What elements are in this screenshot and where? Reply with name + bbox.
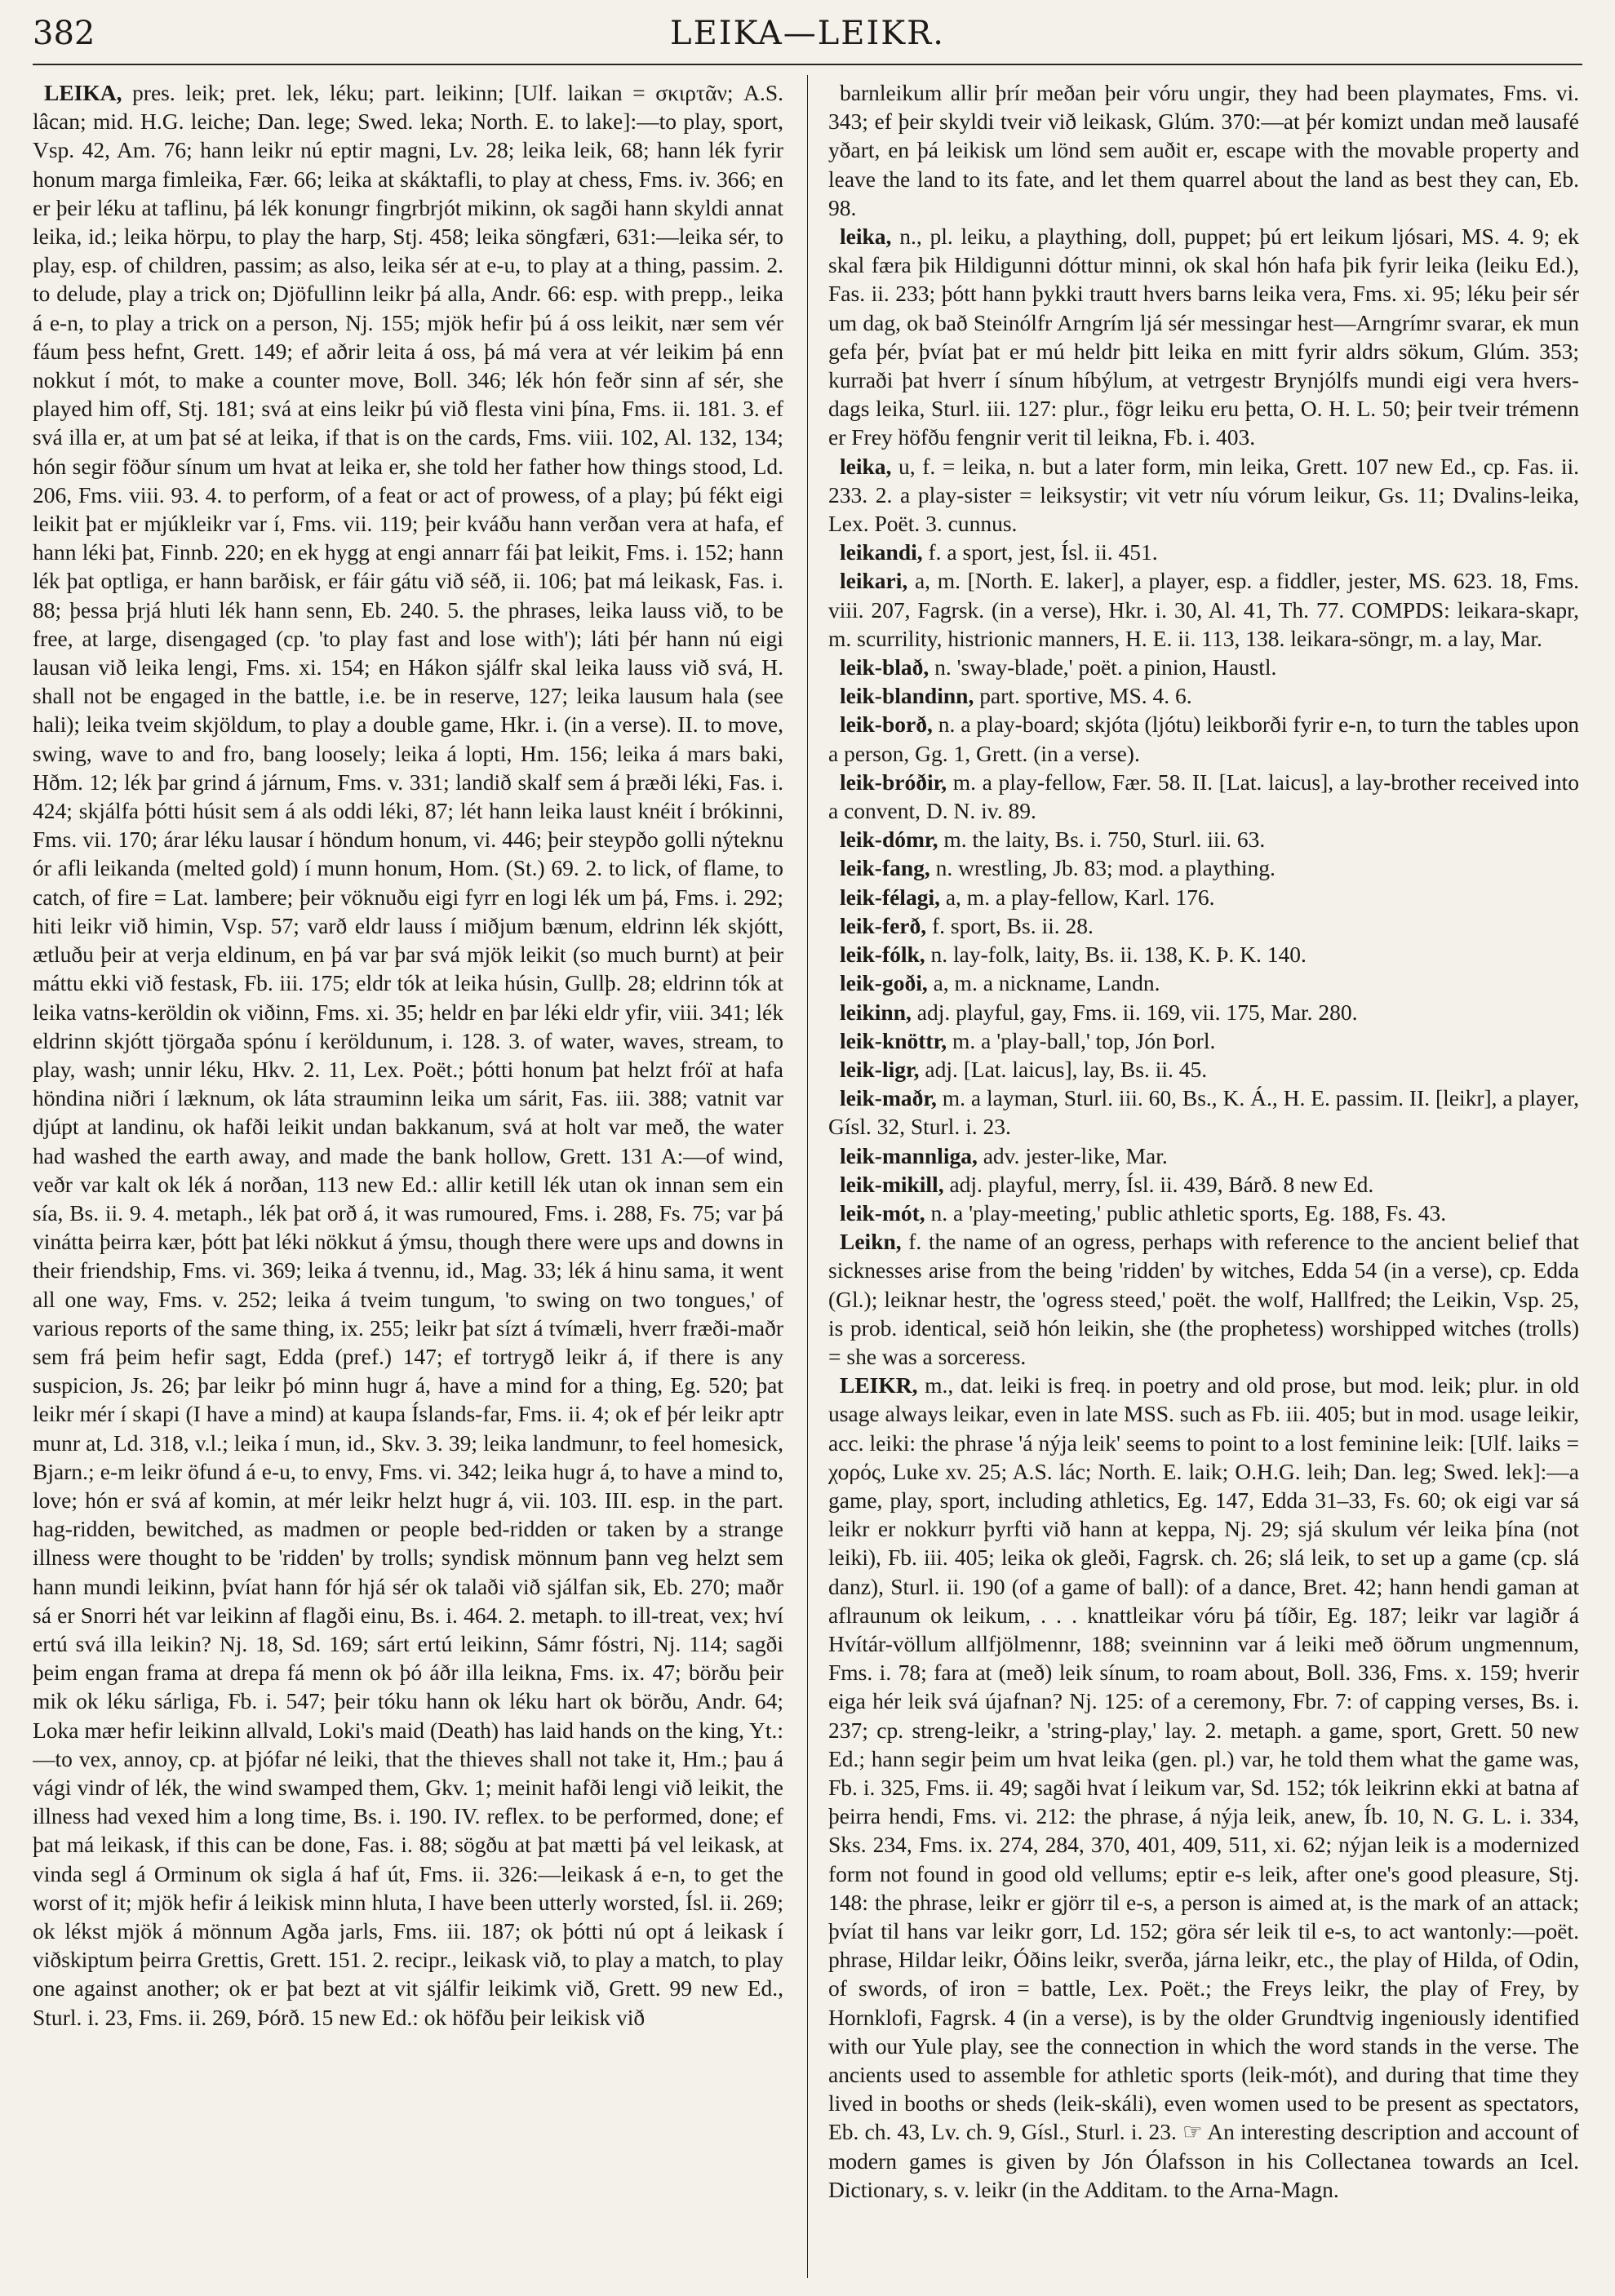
- entry-text: m., dat. leiki is freq. in poetry and old prose, but mod. leik; plur. in old usage always leikar, even in late MSS. such as Fb. iii. 405; but in mod. usage leikir, acc. leiki: the phrase 'á nýja leik' seems to point to a lost feminine leik: [Ulf. laiks = χορός, Luke xv. 25; A.S. lác; North. E. laik; O.H.G. leih; Dan. leg; Swed. lek]:—a game, play, sport, including athletics, Eg. 147, Edda 31–33, Fs. 60; ok eigi var sá leikr er nokkurr þyrfti við hann at keppa, Nj. 29; sjá skulum vér leika þína (not leiki), Fb. iii. 405; leika ok gleði, Fagrsk. ch. 26; slá leik, to set up a game (cp. slá danz), Sturl. ii. 190 (of a game of ball): of a dance, Bret. 42; hann hendi gaman at aflraunum ok leikum, . . . knattleikar vóru þá tíðir, Eg. 187; leikr var lagiðr á Hvítár-völlum allfjölmennr, 188; sveinninn var á leiki með öðrum ungmennum, Fms. i. 78; fara at (með) leik sínum, to roam about, Boll. 336, Fms. x. 159; hverir eiga hér leik svá újafnan? Nj. 125: of a ceremony, Fbr. 7: of capping verses, Bs. i. 237; cp. streng-leikr, a 'string-play,' lay. 2. metaph. a game, sport, Grett. 50 new Ed.; hann segir þeim um hvat leika (gen. pl.) var, he told them what the game was, Fb. i. 325, Fms. ii. 49; sagði hvat í leikum var, Sd. 152; tók leikrinn ekki at batna af þeirra hendi, Fms. vi. 212: the phrase, á nýja leik, anew, Íb. 10, N. G. L. i. 334, Sks. 234, Fms. ix. 274, 284, 370, 401, 409, 511, xi. 62; nýjan leik is a modernized form not found in good old vellums; eptir e-s leik, after one's good pleasure, Stj. 148: the phrase, leikr er gjörr til e-s, a person is aimed at, is the mark of an attack; þvíat til hans var leikr gorr, Ld. 152; göra sér leik til e-s, to act wantonly:—poët. phrase, Hildar leikr, Óðins leikr, sverða, járna leikr, etc., the play of Hilda, of Odin, of swords, of iron = battle, Lex. Poët.; the Freys leikr, the play of Frey, by Hornklofi, Fagrsk. 4 (in a verse), is by the older Grundtvig ingeniously identified with our Yule play, see the connection in which the word stands in the verse. The ancients used to assemble for athletic sports (leik-mót), and during that time they lived in booths or sheds (leik-skáli), even women used to be present as spectators, Eb. ch. 43, Lv. ch. 9, Gísl., Sturl. i. 23. ☞ An interesting description and account of modern games is given by Jón Ólafsson in his Collectanea towards an Icel. Dictionary, s. v. leikr (in the Additam. to the Arna-Magn.: [828, 1372, 1579, 2202]
- dictionary-entry-leik-blandinn: [828, 681, 1579, 710]
- entry-text: f. the name of an ogress, perhaps with reference to the ancient belief that sicknesses arise from the being 'ridden' by witches, Edda 54 (in a verse), cp. Edda (Gl.); leiknar hestr, the 'ogress steed,' poët. the wolf, Hallfred; the Leikin, Vsp. 25, is prob. identical, seið hón leikin, she (the prophetess) worshipped witches (trolls) = she was a sorceress.: [828, 1229, 1579, 1369]
- headword: LEIKR,: [840, 1372, 918, 1398]
- headword: leik-mikill,: [840, 1171, 944, 1197]
- dictionary-entry-leika-verb: [33, 78, 783, 2032]
- entry-text: adj. [Lat. laicus], lay, Bs. ii. 45.: [925, 1056, 1208, 1082]
- headword: leik-knöttr,: [840, 1027, 947, 1053]
- dictionary-entry-leikinn: [828, 998, 1579, 1026]
- headword: LEIKA,: [44, 80, 122, 105]
- dictionary-entry-leik-godi: [828, 968, 1579, 997]
- dictionary-entry-leika-noun: [828, 222, 1579, 452]
- dictionary-entry-leik-madr: [828, 1084, 1579, 1141]
- dictionary-entry-leik-ferd: [828, 911, 1579, 940]
- headword: leik-félagi,: [840, 884, 940, 910]
- headword: leik-fólk,: [840, 942, 925, 968]
- entry-text: n. wrestling, Jb. 83; mod. a plaything.: [935, 855, 1276, 881]
- entry-text: u, f. = leika, n. but a later form, min leika, Grett. 107 new Ed., cp. Fas. ii. 233. 2. a play-sister = leiksystir; vit vetr níu vórum leikur, Gs. 11; Dvalins-leika, Lex. Poët. 3. cunnus.: [828, 453, 1579, 537]
- entry-text: f. a sport, jest, Ísl. ii. 451.: [928, 539, 1158, 565]
- left-column: [33, 78, 783, 2281]
- headword: leik-mót,: [840, 1199, 925, 1226]
- headword: leikinn,: [840, 999, 912, 1025]
- running-head: LEIKA—LEIKR.: [670, 15, 945, 52]
- headword: leik-bróðir,: [840, 769, 947, 795]
- headword: leik-mannliga,: [840, 1142, 978, 1168]
- headword: leik-blandinn,: [840, 683, 974, 709]
- entry-text: part. sportive, MS. 4. 6.: [979, 683, 1192, 709]
- dictionary-entry-leik-felagi: [828, 883, 1579, 911]
- dictionary-entry-leik-mannliga: [828, 1141, 1579, 1170]
- entry-text: m. a play-fellow, Fær. 58. II. [Lat. laicus], a lay-brother received into a convent, D. N. iv. 89.: [828, 769, 1579, 824]
- headword: leik-maðr,: [840, 1085, 937, 1111]
- headword: leik-fang,: [840, 855, 930, 881]
- headword: leik-ligr,: [840, 1056, 920, 1082]
- dictionary-entry-leik-knottr: [828, 1026, 1579, 1055]
- entry-text: a, m. a nickname, Landn.: [933, 970, 1160, 996]
- column-divider: [807, 75, 808, 2278]
- entry-text: n. lay-folk, laity, Bs. ii. 138, K. Þ. K. 140.: [930, 942, 1307, 968]
- entry-text: adj. playful, merry, Ísl. ii. 439, Bárð. 8 new Ed.: [949, 1171, 1374, 1197]
- dictionary-entry-leik-mikill: [828, 1170, 1579, 1199]
- headword: leik-goði,: [840, 970, 928, 996]
- dictionary-entry-leikandi: [828, 538, 1579, 566]
- entry-text: n., pl. leiku, a plaything, doll, puppet; þú ert leikum ljósari, MS. 4. 9; ek skal færa þik Hildigunni dóttur minni, ok skal hón hafa þik fyrir leika (leiku Ed.), Fas. ii. 233; þótt hann þykki trautt hvers barns leika vera, Fms. xi. 95; léku þeir sér um dag, ok bað Steinólfr Arngrím ljá sér messingar hest—Arngrímr svarar, ek mun gefa þér, þvíat þat er mú heldr þitt leika en mitt fyrir aldrs sökum, Glúm. 353; kurraði þat hverr í sínum híbýlum, at vetrgestr Brynjólfs mundi eigi vera hvers-dags leika, Sturl. iii. 127: plur., fögr leiku eru þetta, O. H. L. 50; þeir tveir trémenn er Frey höfðu fengnir verit til leikna, Fb. i. 403.: [828, 224, 1579, 450]
- dictionary-entry-leik-fang: [828, 853, 1579, 882]
- dictionary-entry-leika-u: [828, 452, 1579, 539]
- header-rule: [33, 64, 1582, 65]
- entry-text: n. a play-board; skjóta (ljótu) leikborði fyrir e-n, to turn the tables upon a person, Gg. 1, Grett. (in a verse).: [828, 711, 1579, 766]
- dictionary-entry-leik-ligr: [828, 1055, 1579, 1084]
- entry-text: barnleikum allir þrír meðan þeir vóru ungir, they had been playmates, Fms. vi. 343; ef þeir skyldi tveir við leikask, Glúm. 370:—at þér komizt undan með lausafé yðart, en þá leikisk um lönd sem auðit er, escape with the movable property and leave the land to its fate, and let them quarrel about the land as best they can, Eb. 98.: [828, 80, 1579, 220]
- headword: leik-borð,: [840, 711, 933, 738]
- dictionary-entry-leik-folk: [828, 940, 1579, 968]
- headword: leik-dómr,: [840, 827, 938, 853]
- dictionary-entry-leikr: [828, 1371, 1579, 2204]
- headword: leik-blað,: [840, 654, 930, 680]
- dictionary-entry-leik-brodir: [828, 768, 1579, 825]
- entry-text: n. a 'play-meeting,' public athletic sports, Eg. 188, Fs. 43.: [930, 1199, 1447, 1226]
- dictionary-entry-leikn: [828, 1227, 1579, 1371]
- headword: leika,: [840, 453, 892, 479]
- entry-text: m. the laity, Bs. i. 750, Sturl. iii. 63.: [943, 827, 1266, 853]
- entry-text: adv. jester-like, Mar.: [983, 1142, 1168, 1168]
- headword: leikandi,: [840, 539, 923, 565]
- entry-text: pres. leik; pret. lek, léku; part. leikinn; [Ulf. laikan = σκιρτᾶν; A.S. lâcan; mid. H.G. leiche; Dan. lege; Swed. leka; North. E. to lake]:—to play, sport, Vsp. 42, Am. 76; hann leikr nú eptir magni, Lv. 28; leika leik, 68; hann lék fyrir honum marga fimleika, Fær. 66; leika at skáktafli, to play at chess, Fms. iv. 366; en er þeir léku at taflinu, þá lék konungr fingrbrjót mikinn, ok sagði hann skyldi annat leika, id.; leika hörpu, to play the harp, Stj. 458; leika söngfæri, 631:—leika sér, to play, esp. of children, passim; as also, leika sér at e-u, to play at a thing, passim. 2. to delude, play a trick on; Djöfullinn leikr þá alla, Andr. 66: esp. with prepp., leika á e-n, to play a trick on a person, Nj. 155; mjök hefir þú á oss leikit, nær sem vér fáum þess hefnt, Grett. 149; ef aðrir leita á oss, þá má vera at vér leikim þá enn nokkut í mót, to make a counter move, Boll. 346; lék hón feðr sinn af sér, she played him off, Stj. 181; svá at eins leikr þú við flesta vini þína, Fms. ii. 181. 3. ef svá illa er, at um þat sé at leika, if that is on the cards, Fms. viii. 102, Al. 132, 134; hón segir föður sínum um hvat at leika er, she told her father how things stood, Ld. 206, Fms. viii. 93. 4. to perform, of a feat or act of prowess, of a play; þú fékt eigi leikit þat er mjúkleikr var í, Fms. vii. 119; þeir kváðu hann verðan vera at hafa, ef hann léki þat, Finnb. 220; en ek hygg at engi annarr fái þat leikit, Fms. i. 152; hann lék þat optliga, er hann barðisk, er fáir gátu við séð, ii. 106; þat má leikask, Fas. i. 88; þessa þrjá hluti lék hann senn, Eb. 240. 5. the phrases, leika lauss við, to be free, at large, disengaged (cp. 'to play fast and lose with'); láti þér hann nú eigi lausan við leika lengi, Fms. xi. 154; en Hákon sjálfr skal leika lauss við svá, H. shall not be engaged in the battle, i.e. be in reserve, 127; leika lausum hala (see hali); leika tveim skjöldum, to play a double game, Hkr. i. (in a verse). II. to move, swing, wave to and fro, bang loosely; leika á lopti, Hm. 156; leika á mars baki, Hðm. 12; lék þar grind á járnum, Fms. v. 331; landið skalf sem á þræði léki, Fas. i. 424; skjálfa þótti húsit sem á als oddi léki, 87; lét hann leika laust knéit í brókinni, Fms. vii. 170; árar léku lausar í höndum honum, vi. 446; þeir steypðo golli nýteknu ór afli leikanda (melted gold) í munn honum, Hom. (St.) 69. 2. to lick, of flame, to catch, of fire = Lat. lambere; þeir vöknuðu eigi fyrr en logi lék um þá, Fms. i. 292; hiti leikr við himin, Vsp. 57; varð eldr lauss í miðjum bænum, eldrinn lék skjótt, ætluðu þeir at verja eldinum, en þá var þar svá mjök leikit (so much burnt) at þeir máttu ekki við festask, Fb. iii. 175; eldr tók at leika húsin, Gullþ. 28; eldrinn tók at leika vatns-keröldin ok viðinn, Fms. xi. 35; heldr en þar léki eldr yfir, viii. 341; lék eldrinn skjótt tjörgaða spónu í keröldunum, i. 128. 3. of water, waves, stream, to play, wash; unnir léku, Hkv. 2. 11, Lex. Poët.; þótti honum þat helzt fróï at hafa höndina niðri í læknum, ok láta strauminn leika um sárit, Fas. iii. 388; vatnit var djúpt at landinu, ok hafði leikit undan bakkanum, svá at holt var með, the water had washed the earth away, and made the bank hollow, Grett. 131 A:—of wind, veðr var kalt ok lék á norðan, 113 new Ed.: allir ketill lék utan ok innan sem ein sía, Bs. ii. 9. 4. metaph., lék þat orð á, it was rumoured, Fms. i. 288, Fs. 75; var þá vinátta þeirra kær, þótt þat léki nökkut á ýmsu, though there were ups and downs in their friendship, Fms. vi. 369; leika á tvennu, id., Mag. 33; lék á hinu sama, it went all one way, Fms. v. 252; leika á tveim tungum, 'to swing on two tongues,' of various reports of the same thing, ix. 255; leikr þat sízt á tvímæli, hverr fræði-maðr sem frá þeim hefir sagt, Edda (pref.) 147; ef tortrygð leikr á, if there is any suspicion, Js. 26; þar leikr þó minn hugr á, have a mind for a thing, Eg. 520; þat leikr mér í skapi (I have a mind) at kaupa Íslands-far, Fms. ii. 4; ok ef þér leikr aptr munr at, Ld. 318, v.l.; leika í mun, id., Skv. 3. 39; leika landmunr, to feel homesick, Bjarn.; e-m leikr öfund á e-u, to envy, Fms. vi. 342; leika hugr á, to have a mind to, love; hón er svá af komin, at mér leikr helzt hugr á, vii. 103. III. esp. in the part. hag-ridden, bewitched, as madmen or people bed-ridden or taken by a strange illness were thought to be 'ridden' by trolls; syndisk mönnum þann veg helzt sem hann mundi leikinn, þvíat hann fór hjá sér ok talaði við sjálfan sik, Eb. 270; maðr sá er Snorri hét var leikinn af flagði einu, Bs. i. 464. 2. metaph. to ill-treat, vex; hví ertú svá illa leikin? Nj. 18, Sd. 169; sárt ertú leikinn, Sámr fóstri, Nj. 114; sagði þeim engan frama at drepa fá menn ok þó áðr illa leikna, Fms. ix. 47; börðu þeir mik ok léku sárliga, Fb. i. 547; þeir tóku hann ok léku hart ok börðu, Andr. 64; Loka mær hefir leikinn allvald, Loki's maid (Death) has laid hands on the king, Yt.:—to vex, annoy, cp. at þjófar né leiki, that the thieves shall not take it, Hm.; þau á vági vindr of lék, the wind swamped them, Gkv. 1; meinit hafði lengi við leikit, the illness had vexed him a long time, Bs. i. 190. IV. reflex. to be performed, done; ef þat má leikask, if this can be done, Fas. i. 88; sögðu at þat mætti þá vel leikask, at vinda segl á Orminum ok sigla á haf út, Fms. ii. 326:—leikask á e-n, to get the worst of it; mjök hefir á leikisk minn hluta, I have been utterly worsted, Ísl. ii. 269; ok lékst mjök á mönnum Agða jarls, Fms. iii. 187; ok þótti nú opt á leikask í viðskiptum þeirra Grettis, Grett. 151. 2. recipr., leikask við, to play a match, to play one against another; ok er þat bezt at vit sjálfir leikimk við, Grett. 99 new Ed., Sturl. i. 23, Fms. ii. 269, Þórð. 15 new Ed.: ok höfðu þeir leikisk við: [33, 80, 783, 2030]
- dictionary-entry-leik-blad: [828, 653, 1579, 681]
- entry-text: n. 'sway-blade,' poët. a pinion, Haustl.: [934, 654, 1277, 680]
- entry-text: a, m. a play-fellow, Karl. 176.: [945, 884, 1215, 910]
- entry-text: a, m. [North. E. laker], a player, esp. a fiddler, jester, MS. 623. 18, Fms. viii. 207, Fagrsk. (in a verse), Hkr. i. 30, Al. 41, Th. 77. COMPDS: leikara-skapr, m. scurrility, histrionic manners, H. E. ii. 113, 138. leikara-söngr, m. a lay, Mar.: [828, 568, 1579, 651]
- dictionary-entry-leika-cont: [828, 78, 1579, 222]
- entry-text: f. sport, Bs. ii. 28.: [932, 912, 1094, 938]
- page-header: [33, 15, 1582, 57]
- dictionary-entry-leik-bord: [828, 710, 1579, 767]
- dictionary-entry-leik-domr: [828, 825, 1579, 853]
- right-column: [828, 78, 1579, 2281]
- entry-text: m. a layman, Sturl. iii. 60, Bs., K. Á., H. E. passim. II. [leikr], a player, Gísl. 32, Sturl. i. 23.: [828, 1085, 1579, 1140]
- headword: leik-ferð,: [840, 912, 927, 938]
- headword: Leikn,: [840, 1229, 902, 1255]
- entry-text: adj. playful, gay, Fms. ii. 169, vii. 175, Mar. 280.: [916, 999, 1358, 1025]
- entry-text: m. a 'play-ball,' top, Jón Þorl.: [952, 1027, 1216, 1053]
- page-number: 382: [33, 15, 95, 52]
- headword: leika,: [840, 224, 892, 250]
- dictionary-entry-leikari: [828, 566, 1579, 653]
- dictionary-entry-leik-mot: [828, 1199, 1579, 1227]
- headword: leikari,: [840, 568, 908, 594]
